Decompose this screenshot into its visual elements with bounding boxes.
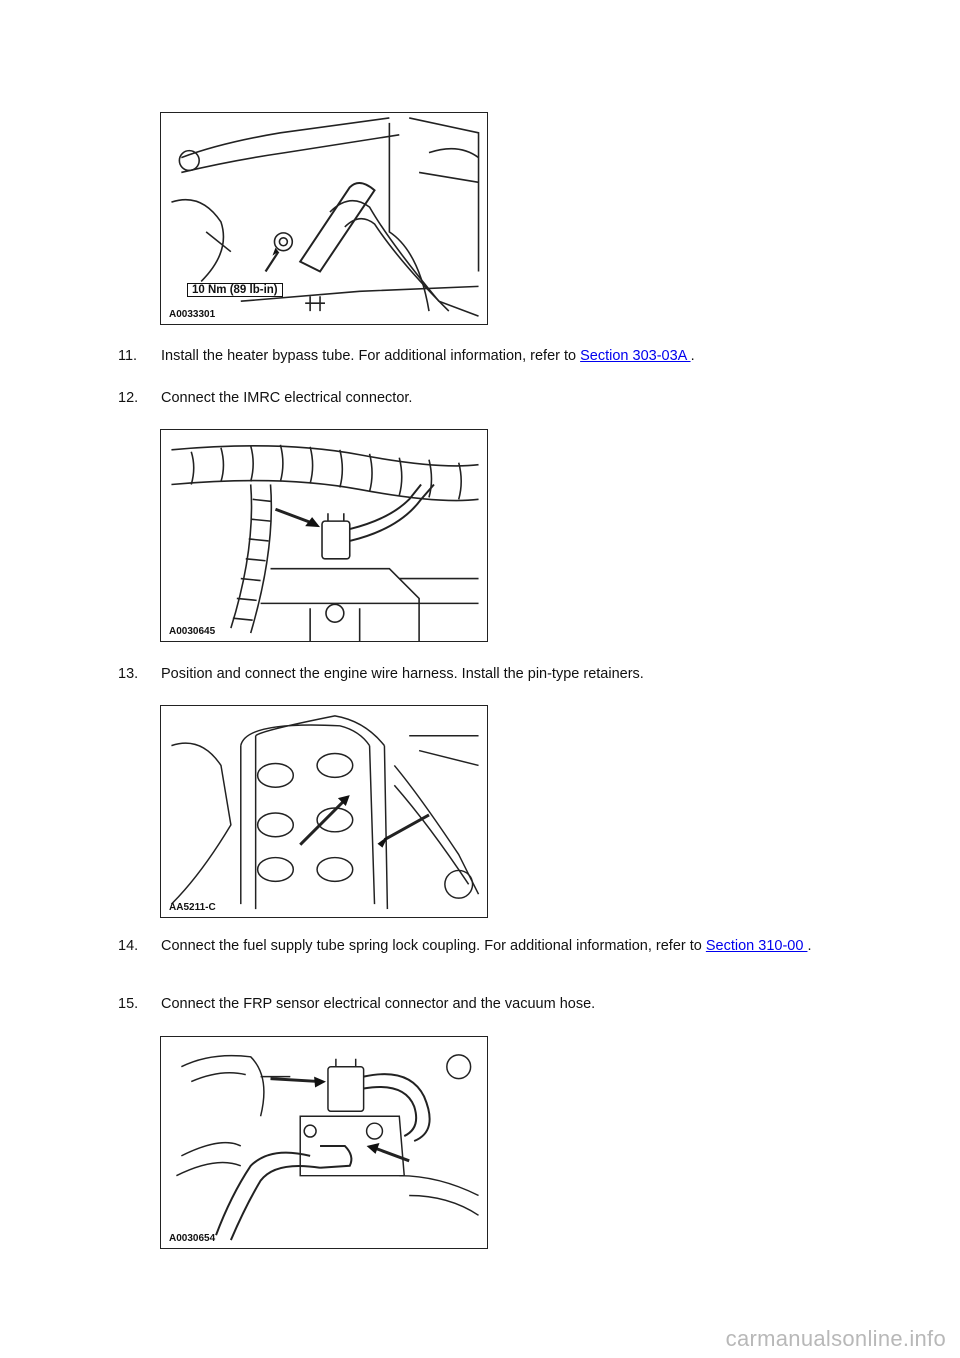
- figure-frp-sensor: [160, 1036, 488, 1249]
- step-text: Connect the IMRC electrical connector.: [161, 390, 413, 406]
- step-text: Position and connect the engine wire harness. Install the pin-type retainers.: [161, 666, 644, 682]
- step-number: 12.: [118, 390, 139, 406]
- section-link[interactable]: Section 303-03A: [580, 348, 691, 364]
- step-number: 15.: [118, 996, 139, 1012]
- step-number: 14.: [118, 938, 139, 954]
- step-11: [118, 347, 838, 366]
- figure-code: AA5211-C: [169, 902, 216, 913]
- step-text: Connect the fuel supply tube spring lock coupling. For additional information, refer to: [161, 938, 706, 954]
- step-12: [118, 389, 838, 408]
- step-suffix: .: [690, 348, 695, 364]
- figure-illustration: [161, 1037, 487, 1248]
- section-link[interactable]: Section 310-00: [705, 938, 808, 954]
- step-13: [118, 665, 838, 684]
- figure-heater-bypass-tube: [160, 112, 488, 325]
- figure-illustration: [161, 706, 487, 917]
- figure-imrc-connector: [160, 429, 488, 642]
- figure-illustration: [161, 430, 487, 641]
- figure-code: A0030654: [169, 1233, 216, 1244]
- figure-code: A0030645: [169, 626, 216, 637]
- figure-engine-wire-harness: [160, 705, 488, 918]
- step-number: 11.: [118, 348, 138, 364]
- step-suffix: .: [807, 938, 812, 954]
- step-text: Connect the FRP sensor electrical connector and the vacuum hose.: [161, 996, 596, 1012]
- step-15: [118, 995, 838, 1014]
- figure-code: A0033301: [169, 309, 216, 320]
- step-text: Install the heater bypass tube. For additional information, refer to: [161, 348, 581, 364]
- torque-callout: 10 Nm (89 lb-in): [187, 283, 283, 297]
- step-14: [118, 937, 838, 956]
- watermark: carmanualsonline.info: [725, 1326, 946, 1351]
- step-number: 13.: [118, 666, 139, 682]
